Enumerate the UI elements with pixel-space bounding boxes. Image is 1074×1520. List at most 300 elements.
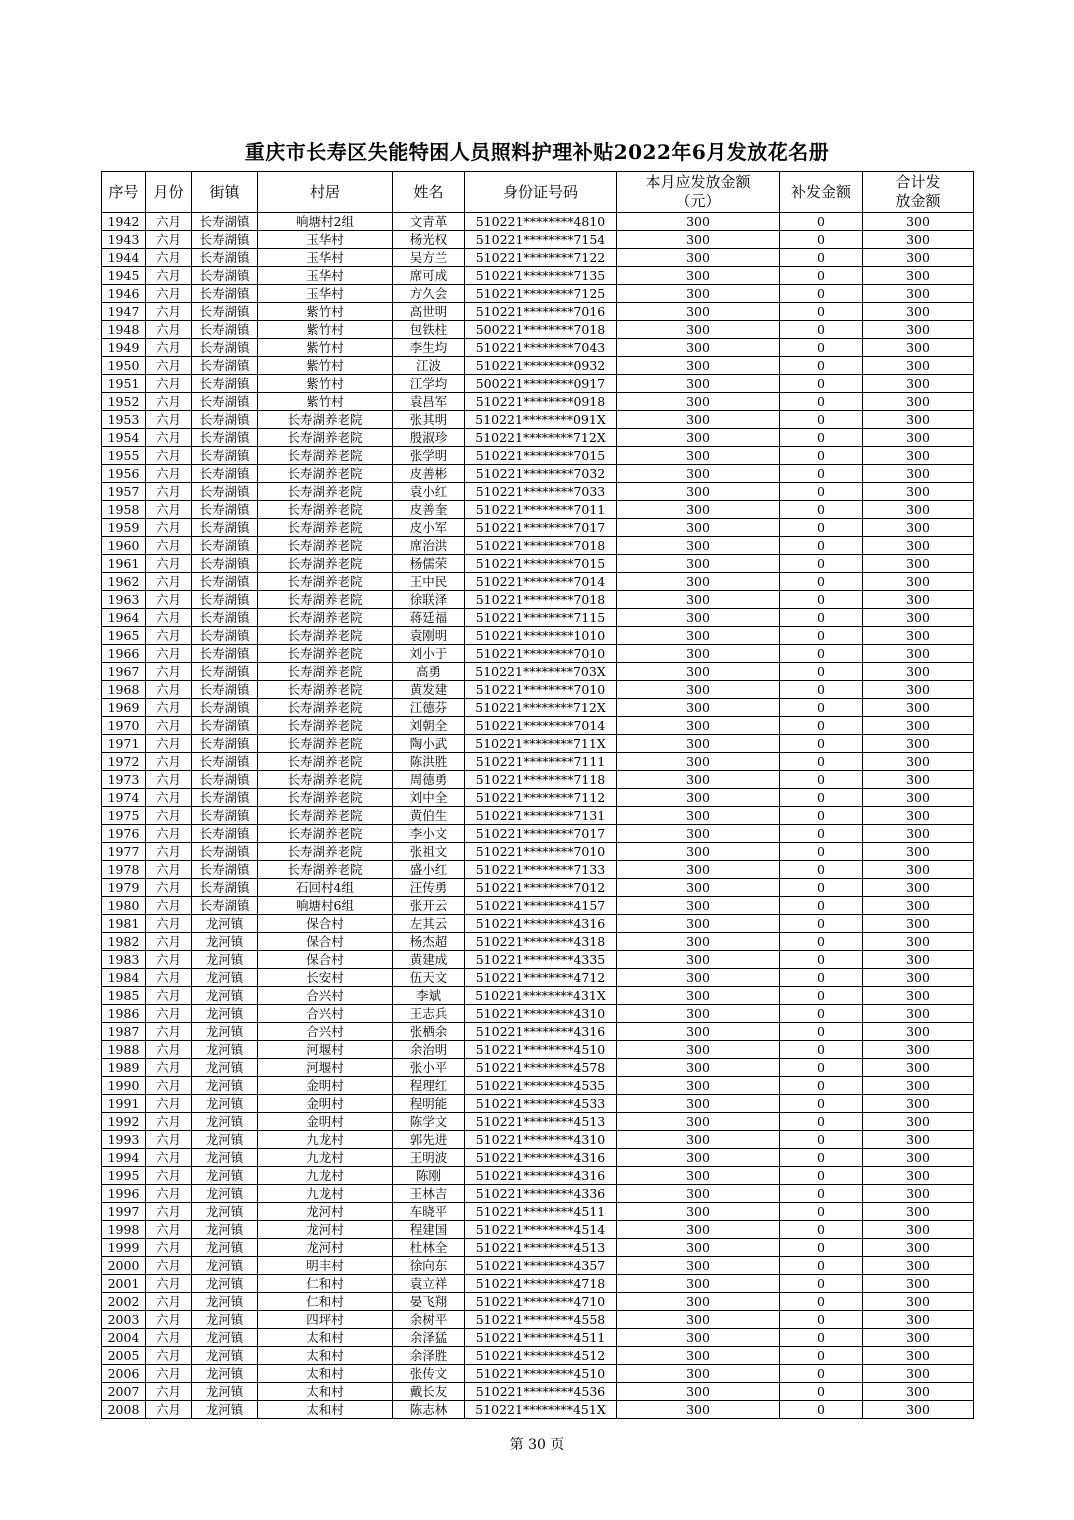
cell-seq: 1979 xyxy=(102,879,146,897)
cell-town: 龙河镇 xyxy=(192,1383,258,1401)
cell-id-number: 510221********7014 xyxy=(465,717,617,735)
cell-town: 龙河镇 xyxy=(192,1221,258,1239)
cell-name: 徐联泽 xyxy=(393,591,465,609)
cell-total-amount: 300 xyxy=(863,411,974,429)
cell-due-amount: 300 xyxy=(617,1347,780,1365)
cell-total-amount: 300 xyxy=(863,1275,974,1293)
cell-id-number: 510221********4513 xyxy=(465,1239,617,1257)
cell-name: 陈志林 xyxy=(393,1401,465,1419)
cell-name: 汪传勇 xyxy=(393,879,465,897)
cell-village: 九龙村 xyxy=(258,1185,393,1203)
cell-id-number: 510221********4514 xyxy=(465,1221,617,1239)
cell-seq: 1963 xyxy=(102,591,146,609)
cell-supplement-amount: 0 xyxy=(780,933,863,951)
cell-supplement-amount: 0 xyxy=(780,411,863,429)
cell-total-amount: 300 xyxy=(863,1329,974,1347)
cell-total-amount: 300 xyxy=(863,1023,974,1041)
cell-town: 长寿湖镇 xyxy=(192,735,258,753)
cell-due-amount: 300 xyxy=(617,609,780,627)
cell-due-amount: 300 xyxy=(617,231,780,249)
table-row xyxy=(102,897,974,915)
table-row xyxy=(102,1311,974,1329)
cell-month: 六月 xyxy=(146,483,192,501)
cell-supplement-amount: 0 xyxy=(780,771,863,789)
cell-seq: 1991 xyxy=(102,1095,146,1113)
cell-id-number: 510221********7010 xyxy=(465,843,617,861)
cell-total-amount: 300 xyxy=(863,537,974,555)
cell-name: 杨儒荣 xyxy=(393,555,465,573)
cell-seq: 2008 xyxy=(102,1401,146,1419)
cell-supplement-amount: 0 xyxy=(780,519,863,537)
cell-supplement-amount: 0 xyxy=(780,645,863,663)
cell-name: 方久会 xyxy=(393,285,465,303)
cell-due-amount: 300 xyxy=(617,987,780,1005)
cell-seq: 1948 xyxy=(102,321,146,339)
cell-village: 长寿湖养老院 xyxy=(258,429,393,447)
cell-seq: 1958 xyxy=(102,501,146,519)
cell-supplement-amount: 0 xyxy=(780,1185,863,1203)
cell-village: 长寿湖养老院 xyxy=(258,591,393,609)
cell-seq: 2007 xyxy=(102,1383,146,1401)
cell-due-amount: 300 xyxy=(617,1293,780,1311)
table-body xyxy=(102,213,974,1419)
cell-name: 黄伯生 xyxy=(393,807,465,825)
cell-village: 响塘村2组 xyxy=(258,213,393,231)
cell-town: 长寿湖镇 xyxy=(192,879,258,897)
cell-due-amount: 300 xyxy=(617,447,780,465)
cell-total-amount: 300 xyxy=(863,717,974,735)
table-row xyxy=(102,987,974,1005)
table-row xyxy=(102,753,974,771)
cell-supplement-amount: 0 xyxy=(780,807,863,825)
cell-village: 龙河村 xyxy=(258,1203,393,1221)
cell-month: 六月 xyxy=(146,411,192,429)
table-row xyxy=(102,879,974,897)
cell-village: 长寿湖养老院 xyxy=(258,753,393,771)
cell-village: 明丰村 xyxy=(258,1257,393,1275)
cell-id-number: 510221********4536 xyxy=(465,1383,617,1401)
table-row xyxy=(102,609,974,627)
cell-month: 六月 xyxy=(146,1203,192,1221)
cell-name: 席可成 xyxy=(393,267,465,285)
cell-supplement-amount: 0 xyxy=(780,1257,863,1275)
cell-month: 六月 xyxy=(146,231,192,249)
cell-month: 六月 xyxy=(146,1239,192,1257)
cell-supplement-amount: 0 xyxy=(780,249,863,267)
cell-seq: 1952 xyxy=(102,393,146,411)
cell-total-amount: 300 xyxy=(863,663,974,681)
cell-id-number: 510221********431X xyxy=(465,987,617,1005)
cell-due-amount: 300 xyxy=(617,573,780,591)
cell-town: 长寿湖镇 xyxy=(192,249,258,267)
table-row xyxy=(102,1005,974,1023)
cell-town: 长寿湖镇 xyxy=(192,285,258,303)
cell-seq: 1989 xyxy=(102,1059,146,1077)
cell-town: 长寿湖镇 xyxy=(192,267,258,285)
cell-total-amount: 300 xyxy=(863,1149,974,1167)
cell-seq: 1966 xyxy=(102,645,146,663)
cell-due-amount: 300 xyxy=(617,411,780,429)
cell-village: 玉华村 xyxy=(258,231,393,249)
cell-month: 六月 xyxy=(146,735,192,753)
cell-month: 六月 xyxy=(146,1113,192,1131)
cell-supplement-amount: 0 xyxy=(780,537,863,555)
table-row xyxy=(102,1347,974,1365)
table-row xyxy=(102,321,974,339)
cell-total-amount: 300 xyxy=(863,789,974,807)
cell-due-amount: 300 xyxy=(617,681,780,699)
cell-town: 长寿湖镇 xyxy=(192,609,258,627)
cell-id-number: 510221********4510 xyxy=(465,1365,617,1383)
cell-month: 六月 xyxy=(146,1401,192,1419)
table-row xyxy=(102,483,974,501)
cell-town: 长寿湖镇 xyxy=(192,213,258,231)
cell-name: 蒋廷福 xyxy=(393,609,465,627)
cell-name: 王中民 xyxy=(393,573,465,591)
cell-id-number: 510221********7111 xyxy=(465,753,617,771)
cell-name: 袁立祥 xyxy=(393,1275,465,1293)
cell-total-amount: 300 xyxy=(863,807,974,825)
cell-supplement-amount: 0 xyxy=(780,1095,863,1113)
table-row xyxy=(102,303,974,321)
cell-supplement-amount: 0 xyxy=(780,231,863,249)
cell-id-number: 510221********7017 xyxy=(465,825,617,843)
cell-supplement-amount: 0 xyxy=(780,1131,863,1149)
cell-seq: 1980 xyxy=(102,897,146,915)
cell-village: 合兴村 xyxy=(258,1023,393,1041)
cell-name: 李生均 xyxy=(393,339,465,357)
cell-village: 河堰村 xyxy=(258,1041,393,1059)
cell-total-amount: 300 xyxy=(863,825,974,843)
cell-month: 六月 xyxy=(146,1293,192,1311)
cell-name: 王明波 xyxy=(393,1149,465,1167)
cell-total-amount: 300 xyxy=(863,915,974,933)
cell-seq: 1998 xyxy=(102,1221,146,1239)
cell-name: 余泽胜 xyxy=(393,1347,465,1365)
cell-village: 保合村 xyxy=(258,933,393,951)
cell-total-amount: 300 xyxy=(863,519,974,537)
cell-id-number: 510221********4318 xyxy=(465,933,617,951)
cell-total-amount: 300 xyxy=(863,1203,974,1221)
cell-supplement-amount: 0 xyxy=(780,1275,863,1293)
table-row xyxy=(102,501,974,519)
cell-due-amount: 300 xyxy=(617,1167,780,1185)
cell-seq: 1993 xyxy=(102,1131,146,1149)
cell-seq: 1995 xyxy=(102,1167,146,1185)
cell-id-number: 510221********1010 xyxy=(465,627,617,645)
cell-supplement-amount: 0 xyxy=(780,1113,863,1131)
cell-month: 六月 xyxy=(146,1095,192,1113)
cell-due-amount: 300 xyxy=(617,1275,780,1293)
table-row xyxy=(102,825,974,843)
cell-month: 六月 xyxy=(146,429,192,447)
cell-seq: 1996 xyxy=(102,1185,146,1203)
cell-supplement-amount: 0 xyxy=(780,1347,863,1365)
cell-id-number: 510221********4511 xyxy=(465,1203,617,1221)
cell-id-number: 510221********4710 xyxy=(465,1293,617,1311)
cell-name: 杨杰超 xyxy=(393,933,465,951)
cell-id-number: 510221********703X xyxy=(465,663,617,681)
header-id-number: 身份证号码 xyxy=(465,172,617,213)
cell-village: 长寿湖养老院 xyxy=(258,699,393,717)
cell-name: 江波 xyxy=(393,357,465,375)
cell-seq: 2005 xyxy=(102,1347,146,1365)
table-row xyxy=(102,627,974,645)
cell-village: 保合村 xyxy=(258,951,393,969)
cell-due-amount: 300 xyxy=(617,699,780,717)
cell-month: 六月 xyxy=(146,249,192,267)
cell-due-amount: 300 xyxy=(617,825,780,843)
cell-total-amount: 300 xyxy=(863,1221,974,1239)
cell-id-number: 510221********4316 xyxy=(465,1149,617,1167)
cell-village: 紫竹村 xyxy=(258,357,393,375)
cell-supplement-amount: 0 xyxy=(780,681,863,699)
cell-month: 六月 xyxy=(146,753,192,771)
table-row xyxy=(102,447,974,465)
cell-village: 太和村 xyxy=(258,1383,393,1401)
cell-due-amount: 300 xyxy=(617,1077,780,1095)
cell-total-amount: 300 xyxy=(863,1095,974,1113)
cell-id-number: 510221********4578 xyxy=(465,1059,617,1077)
cell-total-amount: 300 xyxy=(863,447,974,465)
cell-village: 四坪村 xyxy=(258,1311,393,1329)
cell-month: 六月 xyxy=(146,1311,192,1329)
cell-supplement-amount: 0 xyxy=(780,1365,863,1383)
cell-id-number: 510221********7018 xyxy=(465,591,617,609)
cell-supplement-amount: 0 xyxy=(780,1149,863,1167)
cell-supplement-amount: 0 xyxy=(780,753,863,771)
cell-town: 长寿湖镇 xyxy=(192,465,258,483)
cell-id-number: 510221********7018 xyxy=(465,537,617,555)
cell-month: 六月 xyxy=(146,699,192,717)
cell-month: 六月 xyxy=(146,1221,192,1239)
cell-total-amount: 300 xyxy=(863,357,974,375)
cell-supplement-amount: 0 xyxy=(780,699,863,717)
cell-month: 六月 xyxy=(146,303,192,321)
cell-village: 长寿湖养老院 xyxy=(258,771,393,789)
cell-due-amount: 300 xyxy=(617,1311,780,1329)
cell-id-number: 510221********7118 xyxy=(465,771,617,789)
table-row xyxy=(102,1167,974,1185)
cell-seq: 1982 xyxy=(102,933,146,951)
cell-due-amount: 300 xyxy=(617,843,780,861)
table-row xyxy=(102,789,974,807)
cell-total-amount: 300 xyxy=(863,375,974,393)
cell-supplement-amount: 0 xyxy=(780,663,863,681)
cell-supplement-amount: 0 xyxy=(780,213,863,231)
cell-village: 长寿湖养老院 xyxy=(258,411,393,429)
cell-total-amount: 300 xyxy=(863,1293,974,1311)
cell-name: 杜林全 xyxy=(393,1239,465,1257)
cell-town: 长寿湖镇 xyxy=(192,501,258,519)
cell-town: 龙河镇 xyxy=(192,1401,258,1419)
cell-id-number: 510221********4513 xyxy=(465,1113,617,1131)
cell-month: 六月 xyxy=(146,1275,192,1293)
cell-supplement-amount: 0 xyxy=(780,951,863,969)
cell-seq: 1950 xyxy=(102,357,146,375)
cell-due-amount: 300 xyxy=(617,555,780,573)
cell-village: 金明村 xyxy=(258,1095,393,1113)
cell-town: 龙河镇 xyxy=(192,1095,258,1113)
cell-seq: 1955 xyxy=(102,447,146,465)
cell-month: 六月 xyxy=(146,681,192,699)
cell-seq: 1954 xyxy=(102,429,146,447)
cell-town: 长寿湖镇 xyxy=(192,807,258,825)
cell-total-amount: 300 xyxy=(863,609,974,627)
cell-town: 龙河镇 xyxy=(192,1347,258,1365)
cell-name: 程建国 xyxy=(393,1221,465,1239)
cell-supplement-amount: 0 xyxy=(780,1077,863,1095)
cell-town: 长寿湖镇 xyxy=(192,537,258,555)
cell-supplement-amount: 0 xyxy=(780,987,863,1005)
cell-seq: 1986 xyxy=(102,1005,146,1023)
cell-seq: 1957 xyxy=(102,483,146,501)
table-row xyxy=(102,663,974,681)
cell-month: 六月 xyxy=(146,1347,192,1365)
cell-total-amount: 300 xyxy=(863,1059,974,1077)
cell-seq: 1962 xyxy=(102,573,146,591)
table-row xyxy=(102,735,974,753)
cell-month: 六月 xyxy=(146,1185,192,1203)
cell-total-amount: 300 xyxy=(863,1005,974,1023)
cell-name: 张栖余 xyxy=(393,1023,465,1041)
cell-id-number: 510221********7122 xyxy=(465,249,617,267)
cell-month: 六月 xyxy=(146,897,192,915)
cell-name: 陈洪胜 xyxy=(393,753,465,771)
table-row xyxy=(102,1239,974,1257)
cell-name: 盛小红 xyxy=(393,861,465,879)
page-number: 第 30 页 xyxy=(509,1437,565,1453)
cell-id-number: 510221********4535 xyxy=(465,1077,617,1095)
cell-name: 余治明 xyxy=(393,1041,465,1059)
cell-id-number: 510221********7154 xyxy=(465,231,617,249)
cell-seq: 1977 xyxy=(102,843,146,861)
cell-seq: 1974 xyxy=(102,789,146,807)
cell-due-amount: 300 xyxy=(617,1239,780,1257)
cell-village: 龙河村 xyxy=(258,1239,393,1257)
table-row xyxy=(102,681,974,699)
cell-id-number: 510221********7135 xyxy=(465,267,617,285)
cell-month: 六月 xyxy=(146,861,192,879)
cell-id-number: 510221********4310 xyxy=(465,1005,617,1023)
cell-name: 黄发建 xyxy=(393,681,465,699)
cell-total-amount: 300 xyxy=(863,213,974,231)
cell-village: 长寿湖养老院 xyxy=(258,465,393,483)
cell-supplement-amount: 0 xyxy=(780,825,863,843)
cell-village: 合兴村 xyxy=(258,1005,393,1023)
table-row xyxy=(102,1095,974,1113)
cell-seq: 2003 xyxy=(102,1311,146,1329)
table-row xyxy=(102,465,974,483)
cell-id-number: 510221********4316 xyxy=(465,915,617,933)
cell-month: 六月 xyxy=(146,357,192,375)
cell-village: 长安村 xyxy=(258,969,393,987)
cell-town: 长寿湖镇 xyxy=(192,447,258,465)
cell-village: 九龙村 xyxy=(258,1167,393,1185)
cell-village: 仁和村 xyxy=(258,1275,393,1293)
cell-town: 长寿湖镇 xyxy=(192,861,258,879)
cell-seq: 1990 xyxy=(102,1077,146,1095)
cell-id-number: 510221********0932 xyxy=(465,357,617,375)
cell-seq: 2002 xyxy=(102,1293,146,1311)
cell-due-amount: 300 xyxy=(617,339,780,357)
cell-village: 长寿湖养老院 xyxy=(258,627,393,645)
cell-seq: 1949 xyxy=(102,339,146,357)
cell-name: 张开云 xyxy=(393,897,465,915)
cell-due-amount: 300 xyxy=(617,1023,780,1041)
cell-total-amount: 300 xyxy=(863,591,974,609)
table-row xyxy=(102,1365,974,1383)
cell-month: 六月 xyxy=(146,1383,192,1401)
cell-id-number: 500221********7018 xyxy=(465,321,617,339)
cell-name: 王志兵 xyxy=(393,1005,465,1023)
cell-due-amount: 300 xyxy=(617,1203,780,1221)
cell-village: 河堰村 xyxy=(258,1059,393,1077)
cell-supplement-amount: 0 xyxy=(780,879,863,897)
cell-seq: 1960 xyxy=(102,537,146,555)
cell-seq: 1985 xyxy=(102,987,146,1005)
cell-name: 刘朝全 xyxy=(393,717,465,735)
cell-town: 长寿湖镇 xyxy=(192,771,258,789)
cell-supplement-amount: 0 xyxy=(780,1329,863,1347)
cell-total-amount: 300 xyxy=(863,1041,974,1059)
cell-total-amount: 300 xyxy=(863,1077,974,1095)
table-row xyxy=(102,1383,974,1401)
cell-id-number: 510221********4310 xyxy=(465,1131,617,1149)
cell-name: 高勇 xyxy=(393,663,465,681)
cell-name: 左其云 xyxy=(393,915,465,933)
cell-supplement-amount: 0 xyxy=(780,861,863,879)
cell-due-amount: 300 xyxy=(617,915,780,933)
cell-name: 余树平 xyxy=(393,1311,465,1329)
cell-name: 晏飞翔 xyxy=(393,1293,465,1311)
cell-name: 黄建成 xyxy=(393,951,465,969)
cell-village: 龙河村 xyxy=(258,1221,393,1239)
cell-month: 六月 xyxy=(146,987,192,1005)
cell-village: 九龙村 xyxy=(258,1131,393,1149)
cell-supplement-amount: 0 xyxy=(780,1041,863,1059)
cell-total-amount: 300 xyxy=(863,285,974,303)
cell-village: 长寿湖养老院 xyxy=(258,645,393,663)
cell-name: 张祖文 xyxy=(393,843,465,861)
cell-name: 袁昌军 xyxy=(393,393,465,411)
cell-due-amount: 300 xyxy=(617,1257,780,1275)
cell-town: 长寿湖镇 xyxy=(192,411,258,429)
cell-total-amount: 300 xyxy=(863,771,974,789)
cell-due-amount: 300 xyxy=(617,591,780,609)
cell-town: 长寿湖镇 xyxy=(192,555,258,573)
cell-seq: 1964 xyxy=(102,609,146,627)
cell-month: 六月 xyxy=(146,375,192,393)
cell-town: 龙河镇 xyxy=(192,1239,258,1257)
cell-supplement-amount: 0 xyxy=(780,1239,863,1257)
cell-name: 袁小红 xyxy=(393,483,465,501)
cell-supplement-amount: 0 xyxy=(780,429,863,447)
cell-id-number: 510221********7011 xyxy=(465,501,617,519)
cell-month: 六月 xyxy=(146,1059,192,1077)
table-row xyxy=(102,1257,974,1275)
cell-village: 长寿湖养老院 xyxy=(258,789,393,807)
cell-seq: 1947 xyxy=(102,303,146,321)
cell-due-amount: 300 xyxy=(617,1005,780,1023)
cell-due-amount: 300 xyxy=(617,303,780,321)
cell-village: 太和村 xyxy=(258,1329,393,1347)
cell-total-amount: 300 xyxy=(863,1239,974,1257)
cell-month: 六月 xyxy=(146,771,192,789)
cell-village: 玉华村 xyxy=(258,267,393,285)
cell-name: 杨光权 xyxy=(393,231,465,249)
cell-total-amount: 300 xyxy=(863,393,974,411)
